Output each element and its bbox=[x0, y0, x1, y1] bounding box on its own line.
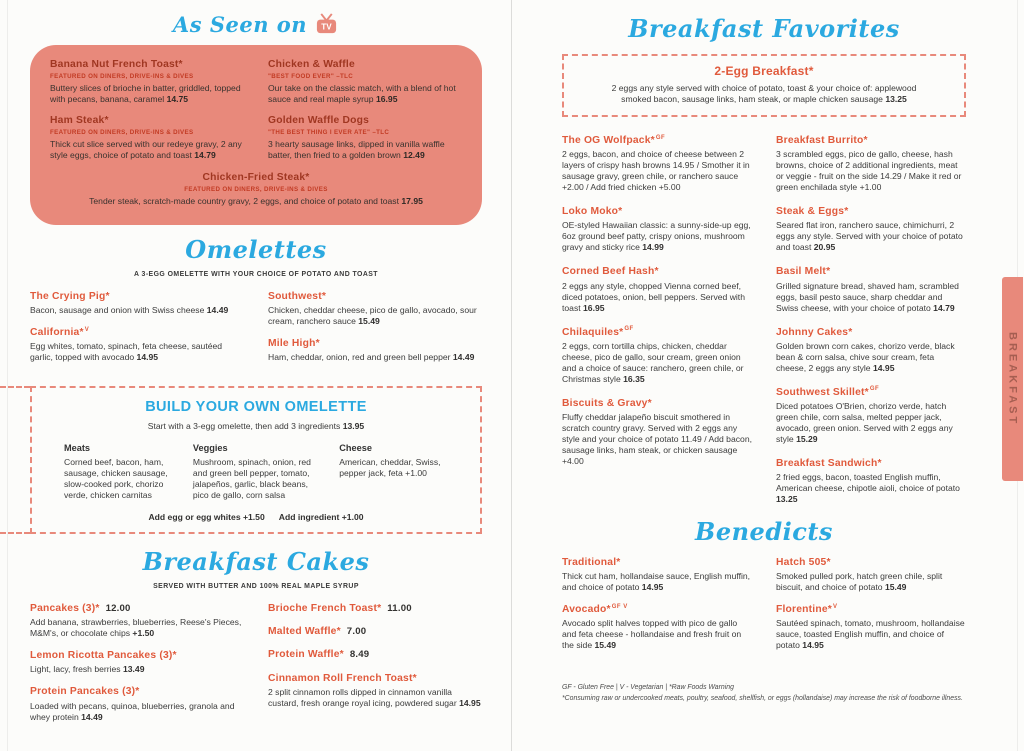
menu-item bbox=[776, 556, 966, 593]
item-desc: Bacon, sausage and onion with Swiss cheese 14.49 bbox=[30, 304, 229, 315]
byo-column-title: Veggies bbox=[192, 442, 228, 453]
breakfast-section-tab bbox=[1002, 277, 1023, 481]
byo-price: 13.95 bbox=[342, 420, 365, 431]
byo-column-cheese bbox=[339, 443, 448, 502]
menu-item bbox=[562, 603, 752, 651]
menu-item bbox=[776, 603, 966, 651]
as-seen-on-tv-box bbox=[30, 45, 482, 225]
build-your-own-omelette-box bbox=[30, 386, 482, 534]
item-price: 14.95 bbox=[136, 352, 159, 363]
breakfast-favorites-heading: Breakfast Favorites bbox=[628, 14, 900, 43]
menu-item bbox=[268, 648, 482, 661]
item-name: The Crying Pig* bbox=[30, 290, 110, 302]
item-name: Loko Moko* bbox=[562, 206, 623, 218]
byo-column-text: American, cheddar, Swiss, pepper jack, feta +1.00 bbox=[339, 457, 441, 479]
menu-item bbox=[30, 290, 244, 316]
item-desc: Thick cut slice served with our redeye gravy, 2 any style eggs, choice of potato and toast 14.79 bbox=[50, 139, 242, 161]
item-price: 14.79 bbox=[933, 302, 955, 313]
legend-line: GF - Gluten Free | V - Vegetarian | *Raw Foods Warning bbox=[562, 684, 734, 692]
item-name: Protein Waffle* 8.49 bbox=[268, 649, 370, 661]
item-price: 14.95 bbox=[872, 362, 895, 373]
item-name: Basil Melt* bbox=[776, 266, 831, 278]
item-name: Pancakes (3)* 12.00 bbox=[30, 602, 131, 614]
item-name: Biscuits & Gravy* bbox=[562, 397, 652, 409]
item-name: Southwest Skillet*$^{GF}$ bbox=[776, 386, 880, 398]
item-desc: 2 eggs, bacon, and choice of cheese between 2 layers of crispy hash browns 14.95 / Smother it in sausage gravy, green chile, or ranchero sauce +2.00 / Add fried chicken +5.00 bbox=[562, 149, 750, 193]
item-desc: Golden brown corn cakes, chorizo verde, black bean & corn salsa, chive sour cream, feta cheese, 2 eggs any style 14.95 bbox=[776, 340, 955, 373]
item-name: Golden Waffle Dogs bbox=[268, 114, 370, 126]
menu-item bbox=[268, 625, 482, 638]
item-price: 20.95 bbox=[813, 242, 836, 253]
item-price: 16.95 bbox=[375, 93, 398, 104]
breakfast-cakes-columns bbox=[30, 602, 482, 733]
byo-column-title: Cheese bbox=[339, 442, 372, 453]
item-desc: Ham, cheddar, onion, red and green bell pepper 14.49 bbox=[268, 352, 475, 363]
item-tag: FEATURED ON DINERS, DRIVE-INS & DIVES bbox=[50, 73, 194, 81]
item-desc: Avocado split halves topped with pico de gallo and feta cheese - hollandaise and fresh fruit on the side 15.49 bbox=[562, 618, 742, 651]
menu-item bbox=[30, 649, 244, 675]
item-desc: Our take on the classic match, with a blend of hot sauce and real maple syrup 16.95 bbox=[268, 82, 456, 104]
omelettes-heading: Omelettes bbox=[185, 235, 327, 265]
menu-item bbox=[268, 672, 482, 709]
item-name: Cinnamon Roll French Toast* bbox=[268, 672, 417, 684]
item-name: Southwest* bbox=[268, 290, 327, 302]
byo-column-veggies bbox=[193, 443, 321, 502]
cakes-col1 bbox=[30, 602, 244, 733]
omelettes-col1 bbox=[30, 290, 244, 373]
as-seen-heading-text: As Seen on bbox=[172, 12, 308, 37]
byo-footer: Add egg or egg whites +1.50 Add ingredient +1.00 bbox=[148, 512, 364, 523]
menu-item bbox=[268, 58, 462, 105]
item-desc: 2 fried eggs, bacon, toasted English muffin, American cheese, chipotle aioli, choice of potato 13.25 bbox=[776, 472, 960, 505]
item-name: Traditional* bbox=[562, 556, 621, 568]
right-page bbox=[512, 0, 1024, 751]
diet-marker: V bbox=[832, 603, 838, 610]
item-price: 16.95 bbox=[583, 302, 605, 313]
item-name: Breakfast Burrito* bbox=[776, 135, 868, 147]
item-desc: Buttery slices of brioche in batter, griddled, topped with pecans, banana, caramel 14.75 bbox=[50, 82, 241, 104]
cakes-col2 bbox=[268, 602, 482, 733]
menu-item bbox=[268, 290, 482, 327]
item-price: 14.95 bbox=[802, 640, 824, 651]
item-price: 14.75 bbox=[166, 93, 189, 104]
item-name: 2-Egg Breakfast* bbox=[714, 63, 814, 78]
item-name: Protein Pancakes (3)* bbox=[30, 686, 140, 698]
item-name: Banana Nut French Toast* bbox=[50, 58, 183, 70]
item-price: 13.25 bbox=[776, 494, 798, 505]
item-price: 14.95 bbox=[459, 697, 481, 708]
menu-item bbox=[562, 265, 752, 313]
raw-foods-warning: *Consuming raw or undercooked meats, poultry, seafood, shellfish, or eggs (hollandaise) may increase the risk of foodborne illness. bbox=[562, 694, 963, 702]
breakfast-cakes-subtitle: SERVED WITH BUTTER AND 100% REAL MAPLE SYRUP bbox=[153, 583, 359, 591]
item-desc: Smoked pulled pork, hatch green chile, split biscuit, and choice of potato 15.49 bbox=[776, 571, 943, 592]
item-price: 14.49 bbox=[81, 711, 103, 722]
omelettes-columns bbox=[30, 290, 482, 373]
item-name: Ham Steak* bbox=[50, 114, 109, 126]
item-price: 14.99 bbox=[642, 242, 664, 253]
menu-item bbox=[776, 386, 966, 445]
item-name: Avocado*$^{GF V}$ bbox=[562, 603, 628, 615]
menu-item bbox=[776, 265, 966, 313]
item-name: Breakfast Sandwich* bbox=[776, 457, 882, 469]
item-price: 13.49 bbox=[122, 664, 145, 675]
menu-item bbox=[50, 114, 244, 161]
item-desc: 3 hearty sausage links, dipped in vanilla waffle batter, then fried to a golden brown 12.49 bbox=[268, 139, 445, 161]
menu-item-featured bbox=[50, 171, 462, 207]
menu-item bbox=[562, 134, 752, 193]
item-price: 14.49 bbox=[452, 352, 475, 363]
byo-ingredient-columns bbox=[46, 443, 466, 502]
byo-column-title: Meats bbox=[64, 442, 91, 453]
item-tag: FEATURED ON DINERS, DRIVE-INS & DIVES bbox=[184, 186, 328, 194]
item-price: 15.49 bbox=[884, 582, 907, 592]
item-desc: 2 eggs, corn tortilla chips, chicken, cheddar cheese, pico de gallo, sour cream, green onion and a choice of sauce: ranchero, green chile, or Christmas style 16.35 bbox=[562, 340, 744, 384]
menu-item bbox=[268, 337, 482, 363]
item-name: Chicken-Fried Steak* bbox=[202, 172, 310, 184]
diet-marker: GF V bbox=[611, 603, 628, 610]
menu-item bbox=[268, 114, 462, 161]
item-desc: 2 eggs any style served with choice of potato, toast & your choice of: applewood smoked bacon, sausage links, ham steak, or maple chicken sausage 13.25 bbox=[611, 83, 917, 105]
menu-item bbox=[268, 602, 482, 615]
item-desc: 2 split cinnamon rolls dipped in cinnamon vanilla custard, fresh orange royal icing, powdered sugar 14.95 bbox=[268, 686, 481, 708]
item-desc: Sautéed spinach, tomato, mushroom, hollandaise sauce, toasted English muffin, and choice of potato 14.95 bbox=[776, 618, 965, 651]
item-price: 14.95 bbox=[641, 582, 664, 592]
item-name: Malted Waffle* 7.00 bbox=[268, 626, 367, 638]
tv-box-columns bbox=[50, 58, 462, 170]
tv-box-col2 bbox=[268, 58, 462, 170]
omelettes-col2 bbox=[268, 290, 482, 373]
item-desc: Light, lacy, fresh berries 13.49 bbox=[30, 664, 145, 675]
item-desc: Grilled signature bread, shaved ham, scrambled eggs, basil pesto sauce, sharp cheddar and Swiss cheese, with your choice of potato 14.79 bbox=[776, 280, 959, 313]
item-price: 14.49 bbox=[206, 304, 229, 315]
byo-column-text: Corned beef, bacon, ham, sausage, chicken sausage, slow-cooked pork, chorizo verde, chicken carnitas bbox=[64, 457, 168, 501]
byo-column-meats bbox=[64, 443, 175, 502]
breakfast-cakes-heading: Breakfast Cakes bbox=[142, 547, 370, 577]
favorites-col1 bbox=[562, 134, 752, 517]
diet-marker: GF bbox=[869, 386, 880, 393]
menu-item bbox=[776, 457, 966, 505]
favorites-columns bbox=[562, 134, 966, 517]
item-price: 7.00 bbox=[346, 626, 367, 638]
menu-item bbox=[776, 205, 966, 253]
menu-item bbox=[562, 556, 752, 593]
item-name: Mile High* bbox=[268, 337, 320, 349]
item-desc: Loaded with pecans, quinoa, blueberries, granola and whey protein 14.49 bbox=[30, 700, 235, 722]
item-price: 15.29 bbox=[796, 433, 818, 444]
item-name: Steak & Eggs* bbox=[776, 206, 849, 218]
benedicts-columns bbox=[562, 556, 966, 661]
item-desc: 3 scrambled eggs, pico de gallo, cheese, hash browns, choice of 2 additional ingredients, meat or veggie - fruit on the side 14.29 / Make it red or green enchilada style +1.00 bbox=[776, 149, 962, 193]
byo-title: BUILD YOUR OWN OMELETTE bbox=[145, 399, 367, 416]
item-price: 13.25 bbox=[885, 94, 907, 105]
item-desc: Add banana, strawberries, blueberries, Reese's Pieces, M&M's, or chocolate chips +1.50 bbox=[30, 617, 242, 639]
item-name: Chicken & Waffle bbox=[268, 58, 355, 70]
page-fold-line bbox=[511, 0, 512, 751]
benedicts-heading: Benedicts bbox=[695, 517, 833, 547]
diet-marker: V bbox=[84, 326, 90, 333]
tv-box-col1 bbox=[50, 58, 244, 170]
item-tag: "THE BEST THING I EVER ATE" –TLC bbox=[268, 129, 390, 137]
item-price: 15.49 bbox=[594, 640, 617, 651]
item-name: Hatch 505* bbox=[776, 556, 831, 568]
item-name: Brioche French Toast* 11.00 bbox=[268, 602, 412, 614]
menu-item bbox=[30, 326, 244, 363]
item-desc: Tender steak, scratch-made country gravy, 2 eggs, and choice of potato and toast 17.95 bbox=[89, 196, 423, 207]
item-name: Chilaquiles*$^{GF}$ bbox=[562, 326, 634, 338]
two-egg-breakfast-box bbox=[562, 54, 966, 117]
menu-item bbox=[30, 685, 244, 722]
tv-icon bbox=[314, 12, 339, 35]
diet-marker: GF bbox=[655, 134, 666, 141]
item-desc: Chicken, cheddar cheese, pico de gallo, avocado, sour cream, ranchero sauce 15.49 bbox=[268, 304, 477, 326]
omelettes-subtitle: A 3-EGG OMELETTE WITH YOUR CHOICE OF POTATO AND TOAST bbox=[134, 270, 378, 278]
item-name: Johnny Cakes* bbox=[776, 326, 853, 338]
item-desc: Egg whites, tomato, spinach, feta cheese, sautéed garlic, topped with avocado 14.95 bbox=[30, 341, 223, 363]
benedicts-col1 bbox=[562, 556, 752, 661]
item-price: 12.49 bbox=[403, 150, 425, 161]
item-price: 11.00 bbox=[387, 602, 412, 614]
item-desc: Fluffy cheddar jalapeño biscuit smothered in scratch country gravy. Served with 2 eggs any style and your choice of potato 11.49 / Add bacon, sausage links, ham steak, or chicken sausage +4.00 bbox=[562, 411, 752, 466]
item-desc: Diced potatoes O'Brien, chorizo verde, hatch green chile, corn salsa, melted pepper jack, avocado, green onion. Served with 2 eggs any style 15.29 bbox=[776, 400, 953, 444]
item-name: The OG Wolfpack*$^{GF}$ bbox=[562, 134, 666, 147]
menu-item bbox=[776, 326, 966, 374]
menu-item bbox=[562, 205, 752, 253]
menu-item bbox=[562, 397, 752, 467]
legend-and-warning bbox=[562, 683, 966, 704]
tv-icon-label: TV bbox=[321, 22, 332, 32]
favorites-col2 bbox=[776, 134, 966, 517]
item-price: 15.49 bbox=[358, 315, 380, 326]
byo-column-text: Mushroom, spinach, onion, red and green bell pepper, tomato, jalapeños, garlic, black beans, pico de gallo, corn salsa bbox=[192, 457, 311, 501]
benedicts-col2 bbox=[776, 556, 966, 661]
item-desc: Seared flat iron, ranchero sauce, chimichurri, 2 eggs any style. Served with your choice of potato and toast 20.95 bbox=[776, 220, 963, 253]
item-name: Lemon Ricotta Pancakes (3)* bbox=[30, 650, 177, 662]
item-name: Florentine*$^V$ bbox=[776, 603, 838, 615]
item-price: 16.35 bbox=[623, 373, 645, 384]
item-tag: "BEST FOOD EVER" –TLC bbox=[268, 73, 354, 81]
item-price: 8.49 bbox=[349, 649, 370, 661]
menu-item bbox=[776, 134, 966, 193]
item-desc: OE-styled Hawaiian classic: a sunny-side-up egg, 6oz ground beef patty, crispy onions, mushroom gravy and sticky rice 14.99 bbox=[562, 220, 751, 253]
item-price: +1.50 bbox=[132, 628, 155, 639]
diet-marker: GF bbox=[624, 326, 634, 333]
breakfast-tab-label: BREAKFAST bbox=[1006, 331, 1019, 427]
menu-item bbox=[562, 326, 752, 385]
as-seen-on-tv-heading bbox=[30, 12, 482, 39]
item-price: 14.79 bbox=[194, 150, 216, 161]
item-price: 12.00 bbox=[105, 602, 131, 614]
item-name: California*$^V$ bbox=[30, 326, 90, 338]
item-name: Corned Beef Hash* bbox=[562, 266, 659, 278]
item-price: 17.95 bbox=[401, 196, 423, 207]
item-tag: FEATURED ON DINERS, DRIVE-INS & DIVES bbox=[50, 129, 194, 137]
byo-subtitle: Start with a 3-egg omelette, then add 3 ingredients 13.95 bbox=[147, 420, 365, 431]
item-desc: 2 eggs any style, chopped Vienna corned beef, diced potatoes, onion, bell peppers. Served with toast 16.95 bbox=[562, 280, 745, 313]
item-desc: Thick cut ham, hollandaise sauce, English muffin, and choice of potato 14.95 bbox=[562, 571, 751, 592]
menu-item bbox=[30, 602, 244, 639]
menu-item bbox=[50, 58, 244, 105]
